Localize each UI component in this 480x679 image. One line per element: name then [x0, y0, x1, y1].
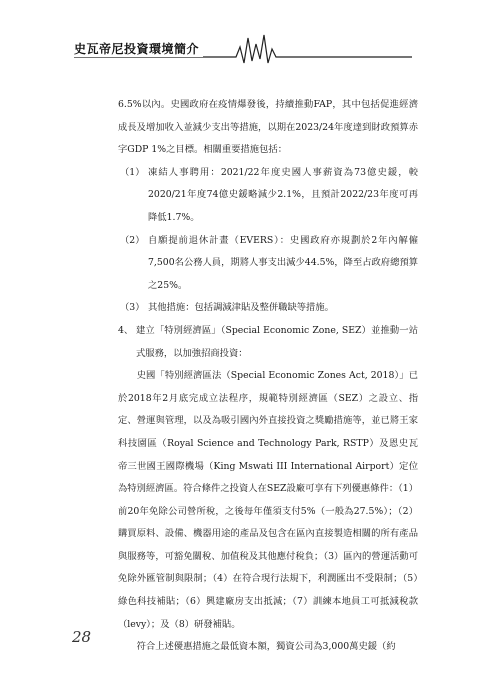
- list-item-3: [118, 297, 418, 320]
- page-number: 28: [72, 628, 92, 646]
- list-item-text: 自願提前退休計畫（EVERS）：史國政府亦規劃於2年內解僱7,500名公務人員，期將人事支出減少44.5%，降至占政府總預算之25%。: [148, 234, 418, 291]
- list-item-2: [118, 230, 418, 298]
- document-body: [118, 94, 418, 659]
- header-wave-line: [0, 30, 480, 66]
- list-number: （2）: [120, 234, 145, 246]
- header-title: 史瓦帝尼投資環境簡介: [74, 40, 203, 57]
- section-4-heading: [118, 320, 418, 365]
- paragraph-sez: 史國「特別經濟區法（Special Economic Zones Act, 2018）」已於2018年2月底完成立法程序，規範特別經濟區（SEZ）之設立、指定、營運與管理，以及為吸引國內外直接投資之獎勵措施等，並已將王家科技園區（Royal Science and Technology Park, RSTP）及恩史瓦帝三世國王國際機場（King Mswati III International Airport）定位為特別經濟區。符合條件之投資人在SEZ設廠可享有下列優惠條件：（1）前20年免除公司營所稅，之後每年僅須支付5%（一般為27.5%）；（2）購買原料、設備、機器用途的產品及包含在區內直接製造相關的所有產品與服務等，可豁免關稅、加值稅及其他應付稅負；（3）區內的營運活動可免除外匯管制與限制；（4）在符合現行法規下，利潤匯出不受限制；（5）綠色科技補貼；（6）興建廠房支出抵減；（7）訓練本地員工可抵減稅款（levy）；及（8）研發補貼。: [118, 370, 418, 630]
- section-number: 4、: [118, 324, 134, 336]
- list-number: （1）: [120, 166, 145, 178]
- list-item-1: [118, 162, 418, 230]
- section-text: 建立「特別經濟區」（Special Economic Zone, SEZ）並推動一站式服務，以加強招商投資：: [136, 324, 418, 359]
- list-number: （3）: [120, 302, 145, 314]
- list-item-text: 其他措施：包括調減津貼及整併職缺等措施。: [148, 302, 334, 314]
- paragraph-capital: 符合上述優惠措施之最低資本額，獨資公司為3,000萬史鍰（約: [136, 641, 396, 653]
- paragraph-intro: 6.5%以內。史國政府在疫情爆發後，持續推動FAP，其中包括促進經濟成長及增加收入並減少支出等措施，以期在2023/24年度達到財政預算赤字GDP 1%之目標。相關重要措施包括：: [118, 99, 418, 156]
- list-item-text: 凍結人事聘用：2021/22年度史國人事薪資為73億史鍰，較2020/21年度74億史鍰略減少2.1%，且預計2022/23年度可再降低1.7%。: [148, 166, 418, 223]
- page-header: [0, 0, 480, 70]
